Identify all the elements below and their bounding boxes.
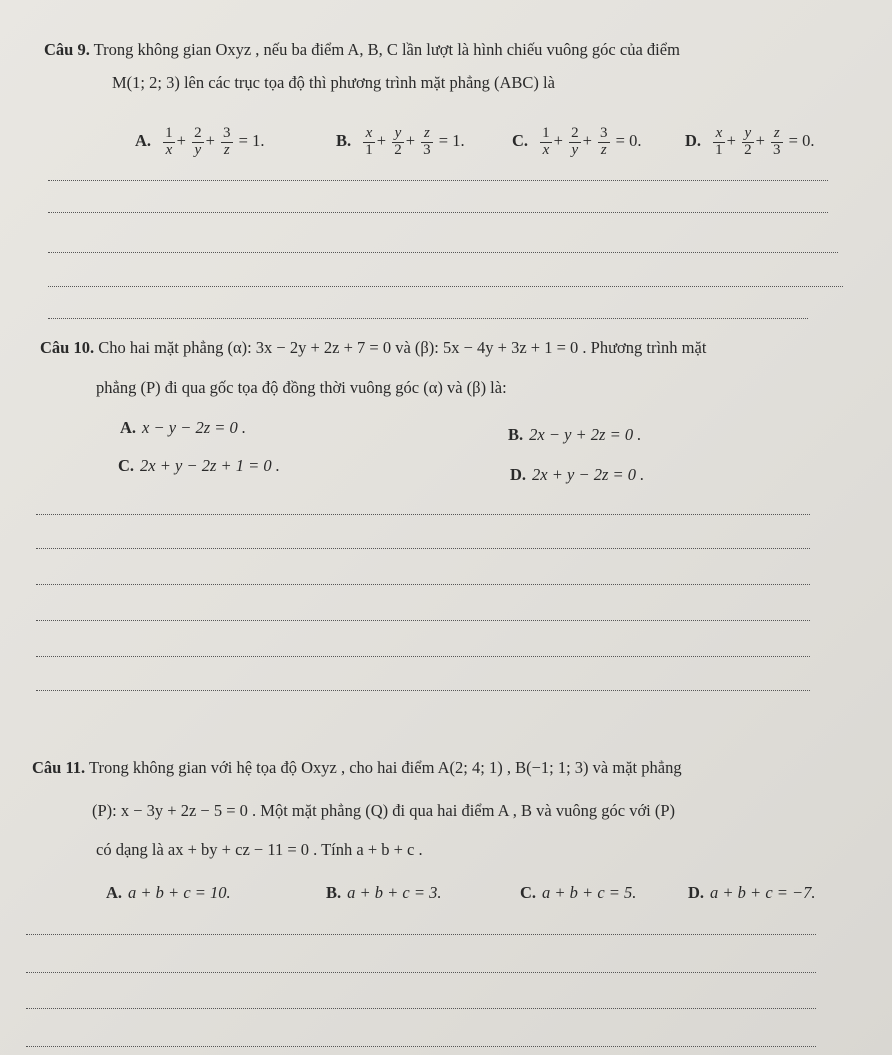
question-11-line-1 <box>32 758 682 778</box>
question-10-line-1 <box>40 338 706 358</box>
answer-line <box>36 514 810 515</box>
question-9-option-a: A. $\frac{1}{x}$ + $\frac{2}{y}$ + $\frac{3}{z}$ = 1. <box>135 125 265 158</box>
question-11-option-d: D. a + b + c = −7. <box>688 883 816 902</box>
question-9-number: Câu 9. <box>44 40 90 59</box>
answer-line <box>48 318 808 319</box>
answer-line <box>36 548 810 549</box>
question-11-text-3: có dạng là ax + by + cz − 11 = 0 . Tính a + b + c . <box>96 840 423 859</box>
question-11-option-c: C. a + b + c = 5. <box>520 883 637 902</box>
question-10-option-c: C. 2x + y − 2z + 1 = 0 . <box>118 456 280 475</box>
answer-line <box>36 690 810 691</box>
question-11-number: Câu 11. <box>32 758 86 777</box>
question-9-line-1 <box>44 40 680 60</box>
question-10-option-b: B. 2x − y + 2z = 0 . <box>508 425 642 444</box>
question-9-option-b: B. $\frac{x}{1}$ + $\frac{y}{2}$ + $\frac{z}{3}$ = 1. <box>336 125 465 158</box>
question-9-text-2: M(1; 2; 3) lên các trục tọa độ thì phương trình mặt phẳng (ABC) là <box>112 73 555 92</box>
answer-line <box>48 286 843 287</box>
question-10-number: Câu 10. <box>40 338 95 357</box>
question-10-option-a: A. x − y − 2z = 0 . <box>120 418 247 437</box>
question-11-option-a: A. a + b + c = 10. <box>106 883 231 902</box>
answer-line <box>36 620 810 621</box>
question-9-option-d: D. $\frac{x}{1}$ + $\frac{y}{2}$ + $\frac{z}{3}$ = 0. <box>685 125 815 158</box>
answer-line <box>48 252 838 253</box>
answer-line <box>48 180 828 181</box>
answer-line <box>48 212 828 213</box>
answer-line <box>26 1008 816 1009</box>
answer-line <box>26 1046 816 1047</box>
question-11-option-b: B. a + b + c = 3. <box>326 883 442 902</box>
answer-line <box>26 934 816 935</box>
question-10-text-2: phẳng (P) đi qua gốc tọa độ đồng thời vuông góc (α) và (β) là: <box>96 378 507 397</box>
answer-line <box>36 656 810 657</box>
answer-line <box>26 972 816 973</box>
question-10-text-1: Cho hai mặt phẳng (α): 3x − 2y + 2z + 7 = 0 và (β): 5x − 4y + 3z + 1 = 0 . Phương trình mặt <box>98 338 707 357</box>
question-10-option-d: D. 2x + y − 2z = 0 . <box>510 465 645 484</box>
question-9-option-c: C. $\frac{1}{x}$ + $\frac{2}{y}$ + $\frac{3}{z}$ = 0. <box>512 125 642 158</box>
question-11-text-2: (P): x − 3y + 2z − 5 = 0 . Một mặt phẳng (Q) đi qua hai điểm A , B và vuông góc với (P) <box>92 801 676 820</box>
question-9-text-1: Trong không gian Oxyz , nếu ba điểm A, B, C lần lượt là hình chiếu vuông góc của điểm <box>93 40 680 59</box>
question-11-text-1: Trong không gian với hệ tọa độ Oxyz , cho hai điểm A(2; 4; 1) , B(−1; 1; 3) và mặt phẳng <box>89 758 682 777</box>
answer-line <box>36 584 810 585</box>
